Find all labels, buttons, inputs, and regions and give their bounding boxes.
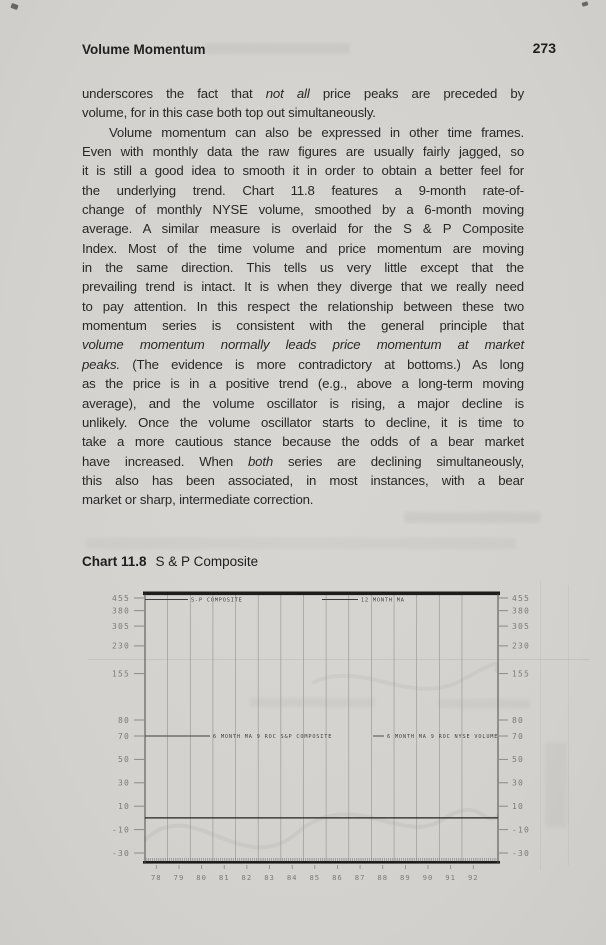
body-segment: have increased. When xyxy=(82,453,248,469)
body-line xyxy=(82,394,524,413)
body-segment: take a more cautious stance because the odds of a bear market xyxy=(82,434,524,450)
chart-label: 80 xyxy=(117,715,130,725)
chart-label: 91 xyxy=(445,873,456,882)
running-header-title: Volume Momentum xyxy=(82,42,206,57)
body-line xyxy=(82,374,524,393)
body-segment: underscores the fact that xyxy=(82,86,266,101)
chart-label: 380 xyxy=(512,606,531,616)
body-italic-segment: not all xyxy=(265,86,310,101)
chart-label: 86 xyxy=(332,873,343,882)
page-number: 273 xyxy=(532,40,556,56)
chart-label: 82 xyxy=(241,873,253,882)
chart-label: 80 xyxy=(196,873,207,882)
body-segment: (The evidence is more contradictory at bottoms.) As long xyxy=(119,356,524,372)
body-segment: price peaks are preceded by xyxy=(309,86,525,101)
body-line xyxy=(82,335,524,354)
body-segment: market or sharp, intermediate correction. xyxy=(82,492,314,508)
chart-label: 88 xyxy=(377,873,389,882)
chart-label: S-P COMPOSITE xyxy=(191,597,243,604)
body-segment: change of monthly NYSE volume, smoothed by a 6-month moving xyxy=(82,202,524,218)
body-segment: it is still a good idea to smooth it in order to obtain a better feel for xyxy=(82,163,524,179)
chart-heading-number: Chart 11.8 xyxy=(82,554,147,569)
scan-speck xyxy=(582,1,589,6)
chart-label: -30 xyxy=(111,848,130,858)
chart-label: 455 xyxy=(512,593,531,603)
body-line xyxy=(82,490,524,509)
body-line xyxy=(82,181,524,200)
chart-label: 87 xyxy=(354,873,366,882)
body-segment: as the price is in a positive trend (e.g., above a long-term moving xyxy=(82,376,524,392)
body-line xyxy=(82,142,524,161)
body-line xyxy=(82,123,524,142)
body-line xyxy=(82,432,524,451)
chart-label: 81 xyxy=(218,873,230,882)
bleed-through-smudge xyxy=(404,512,540,523)
legends xyxy=(145,598,498,741)
chart-label: 155 xyxy=(111,669,130,679)
body-italic-segment: volume momentum normally leads price momentum at market xyxy=(82,337,524,353)
chart-label: 79 xyxy=(173,873,185,882)
chart-label: -30 xyxy=(512,848,531,858)
body-segment: to pay attention. In this respect the relationship between these two xyxy=(82,298,524,314)
bleed-through-curves xyxy=(145,664,498,848)
chart-label: 70 xyxy=(512,731,525,741)
chart-label: 84 xyxy=(286,873,298,882)
chart-label: 230 xyxy=(111,641,130,651)
chart-label: 380 xyxy=(111,606,130,616)
chart-label: 6 MONTH MA 9 ROC S&P COMPOSITE xyxy=(213,734,333,740)
body-segment: series are declining simultaneously, xyxy=(273,453,524,469)
body-line xyxy=(82,413,524,432)
body-line xyxy=(82,471,524,490)
body-segment: the underlying trend. Chart 11.8 features a 9-month rate-of- xyxy=(82,182,524,198)
body-segment: average), and the volume oscillator is rising, a major decline is xyxy=(82,395,524,411)
chart-label: 455 xyxy=(111,593,130,603)
body-line xyxy=(82,316,524,335)
chart-label: 12 MONTH MA xyxy=(361,597,405,604)
body-line xyxy=(82,355,524,374)
chart-label: 230 xyxy=(512,641,531,651)
body-italic-segment: peaks. xyxy=(82,356,120,372)
chart-label: 305 xyxy=(512,621,531,631)
bleed-through-smudge xyxy=(86,538,516,549)
chart-label: 10 xyxy=(512,802,525,811)
chart-label: 80 xyxy=(512,715,525,725)
body-line xyxy=(82,84,524,103)
chart-label: 78 xyxy=(150,873,162,882)
body-italic-segment: both xyxy=(247,453,274,469)
body-segment: this also has been associated, in most instances, with a bear xyxy=(82,472,524,488)
body-line xyxy=(82,219,524,238)
body-segment: momentum series is consistent with the general principle that xyxy=(82,318,524,334)
plot-frame xyxy=(143,592,500,864)
chart-label: 70 xyxy=(117,731,130,741)
chart-label: 89 xyxy=(400,873,411,882)
chart-label: 92 xyxy=(467,873,479,882)
chart-label: 305 xyxy=(111,621,130,631)
chart-label: 83 xyxy=(264,873,275,882)
body-line xyxy=(82,452,524,471)
chart-label: 50 xyxy=(512,755,525,765)
body-segment: Even with monthly data the raw figures are usually fairly jagged, so xyxy=(82,144,524,160)
body-segment: unlikely. Once the volume oscillator starts to decline, it is time to xyxy=(82,414,524,430)
scan-speck xyxy=(10,3,18,10)
chart-heading-title: S & P Composite xyxy=(155,554,259,569)
body-line xyxy=(82,200,524,219)
chart-label: -10 xyxy=(111,825,130,835)
bleed-through-smudge xyxy=(205,43,350,54)
body-line xyxy=(82,239,524,258)
body-segment: prevailing trend is intact. It is when they diverge that we really need xyxy=(82,279,524,295)
body-line xyxy=(82,161,524,180)
chart-11-8-sp-composite xyxy=(82,588,560,903)
body-segment: volume, for in this case both top out simultaneously. xyxy=(82,105,376,121)
chart-label: 90 xyxy=(422,873,434,882)
x-axis-labels xyxy=(151,865,479,882)
chart-label: 85 xyxy=(309,873,321,882)
chart-label: 50 xyxy=(117,755,130,765)
body-segment: average. A similar measure is overlaid for the S & P Composite xyxy=(82,221,524,237)
chart-label: 10 xyxy=(117,802,130,811)
chart-label: -10 xyxy=(512,825,531,835)
body-text xyxy=(82,84,524,510)
body-line xyxy=(82,103,524,122)
body-segment: Volume momentum can also be expressed in other time frames. xyxy=(109,124,524,140)
body-segment: Index. Most of the time volume and price momentum are moving xyxy=(82,240,524,256)
chart-heading xyxy=(82,554,258,569)
body-segment: in the same direction. This tells us very little except that the xyxy=(82,260,524,276)
chart-label: 30 xyxy=(512,778,525,788)
chart-label: 30 xyxy=(117,778,130,788)
body-line xyxy=(82,277,524,296)
body-line xyxy=(82,297,524,316)
chart-label: 155 xyxy=(512,669,531,679)
body-line xyxy=(82,258,524,277)
chart-label: 6 MONTH MA 9 ROC NYSE VOLUME xyxy=(387,734,499,740)
bleed-through-line xyxy=(568,585,569,865)
year-gridlines xyxy=(145,594,462,863)
